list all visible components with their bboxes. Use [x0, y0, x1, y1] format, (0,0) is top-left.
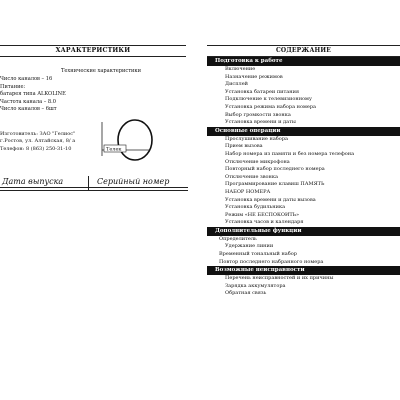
toc-item: Программирование клавиш ПАМЯТЬ	[225, 181, 325, 188]
toc-item: Назначение режимов	[225, 73, 283, 80]
table-of-contents	[207, 57, 400, 298]
toc-section-title: Возможные неисправности	[207, 266, 400, 275]
toc-item: Установка будильника	[225, 204, 286, 211]
spec-item: батарея типа ALKOLINE	[0, 91, 66, 98]
manufacturer-line: г.Ростов, ул. Алтайская, 8/ а	[0, 138, 76, 145]
stamp-label: Телек	[106, 146, 122, 153]
manufacturer-line: Изготовитель: ЗАО "Гелиос"	[0, 131, 76, 137]
toc-item: Временный тональный набор	[219, 251, 298, 258]
spec-item: Число каналов – 16	[0, 76, 53, 82]
spec-item: Число каналов – 6шт	[0, 106, 57, 113]
toc-section-title: Дополнительные функции	[207, 227, 400, 236]
manufacturer-info	[0, 131, 110, 153]
toc-item: Установка часов и календаря	[225, 219, 304, 226]
contents-header: СОДЕРЖАНИЕ	[207, 45, 400, 57]
toc-item: Отключение микрофона	[225, 158, 290, 165]
toc-item: Повторный набор последнего номера	[225, 166, 325, 173]
specs-title: Технические характеристики	[60, 68, 142, 74]
toc-item: Отключение звонка	[225, 173, 278, 180]
toc-section-title: Подготовка к работе	[207, 57, 400, 66]
serial-column-header: Серийный номер	[97, 177, 170, 186]
stamp-seal	[100, 118, 160, 168]
toc-item: Установка режима набора номера	[225, 103, 317, 110]
spec-item: Частота канала – 8.0	[0, 98, 56, 105]
stamp-circle	[118, 120, 152, 160]
spec-list	[0, 76, 186, 114]
date-column-header: Дата выпуска	[2, 177, 64, 186]
toc-item: Перечень неисправностей и их причины	[225, 275, 334, 282]
toc-item: Установка батареи питания	[225, 88, 300, 95]
toc-section-items	[207, 66, 400, 127]
toc-item: НАБОР НОМЕРА	[225, 188, 271, 195]
toc-section-items	[207, 275, 400, 298]
toc-item: Дисплей	[225, 81, 248, 88]
toc-item: Прием вызова	[225, 143, 263, 150]
spec-item: Питание:	[0, 83, 26, 90]
toc-item: Повтор последнего набранного номера	[219, 258, 324, 265]
toc-item: Набор номера из памяти и без номера телефона	[225, 150, 355, 157]
toc-section-items	[207, 236, 400, 266]
toc-section-title: Основные операции	[207, 127, 400, 136]
toc-section-items	[207, 136, 400, 227]
left-page	[0, 0, 188, 400]
characteristics-header: ХАРАКТЕРИСТИКИ	[0, 45, 186, 57]
table-divider	[88, 176, 89, 190]
toc-item: Обратная связь	[225, 290, 267, 297]
toc-item: Подключение к телевизионному	[225, 96, 312, 103]
toc-item: Включение	[225, 66, 256, 72]
toc-item: Определитель	[219, 235, 257, 242]
toc-item: Удержание линии	[225, 243, 274, 250]
toc-item: Режим «НЕ БЕСПОКОИТЬ»	[225, 211, 300, 218]
toc-item: Зарядка аккумулятора	[225, 282, 286, 289]
right-page	[207, 0, 400, 400]
toc-item: Установка времени и даты	[225, 119, 296, 126]
manufacturer-line: Телефон: 8 (863) 250-31-10	[0, 145, 72, 152]
toc-item: Прослушивание набора	[225, 135, 288, 142]
toc-item: Установка времени и даты вызова	[225, 196, 316, 203]
toc-item: Выбор громкости звонка	[225, 111, 291, 118]
production-table	[0, 176, 188, 191]
table-rule	[0, 187, 188, 188]
